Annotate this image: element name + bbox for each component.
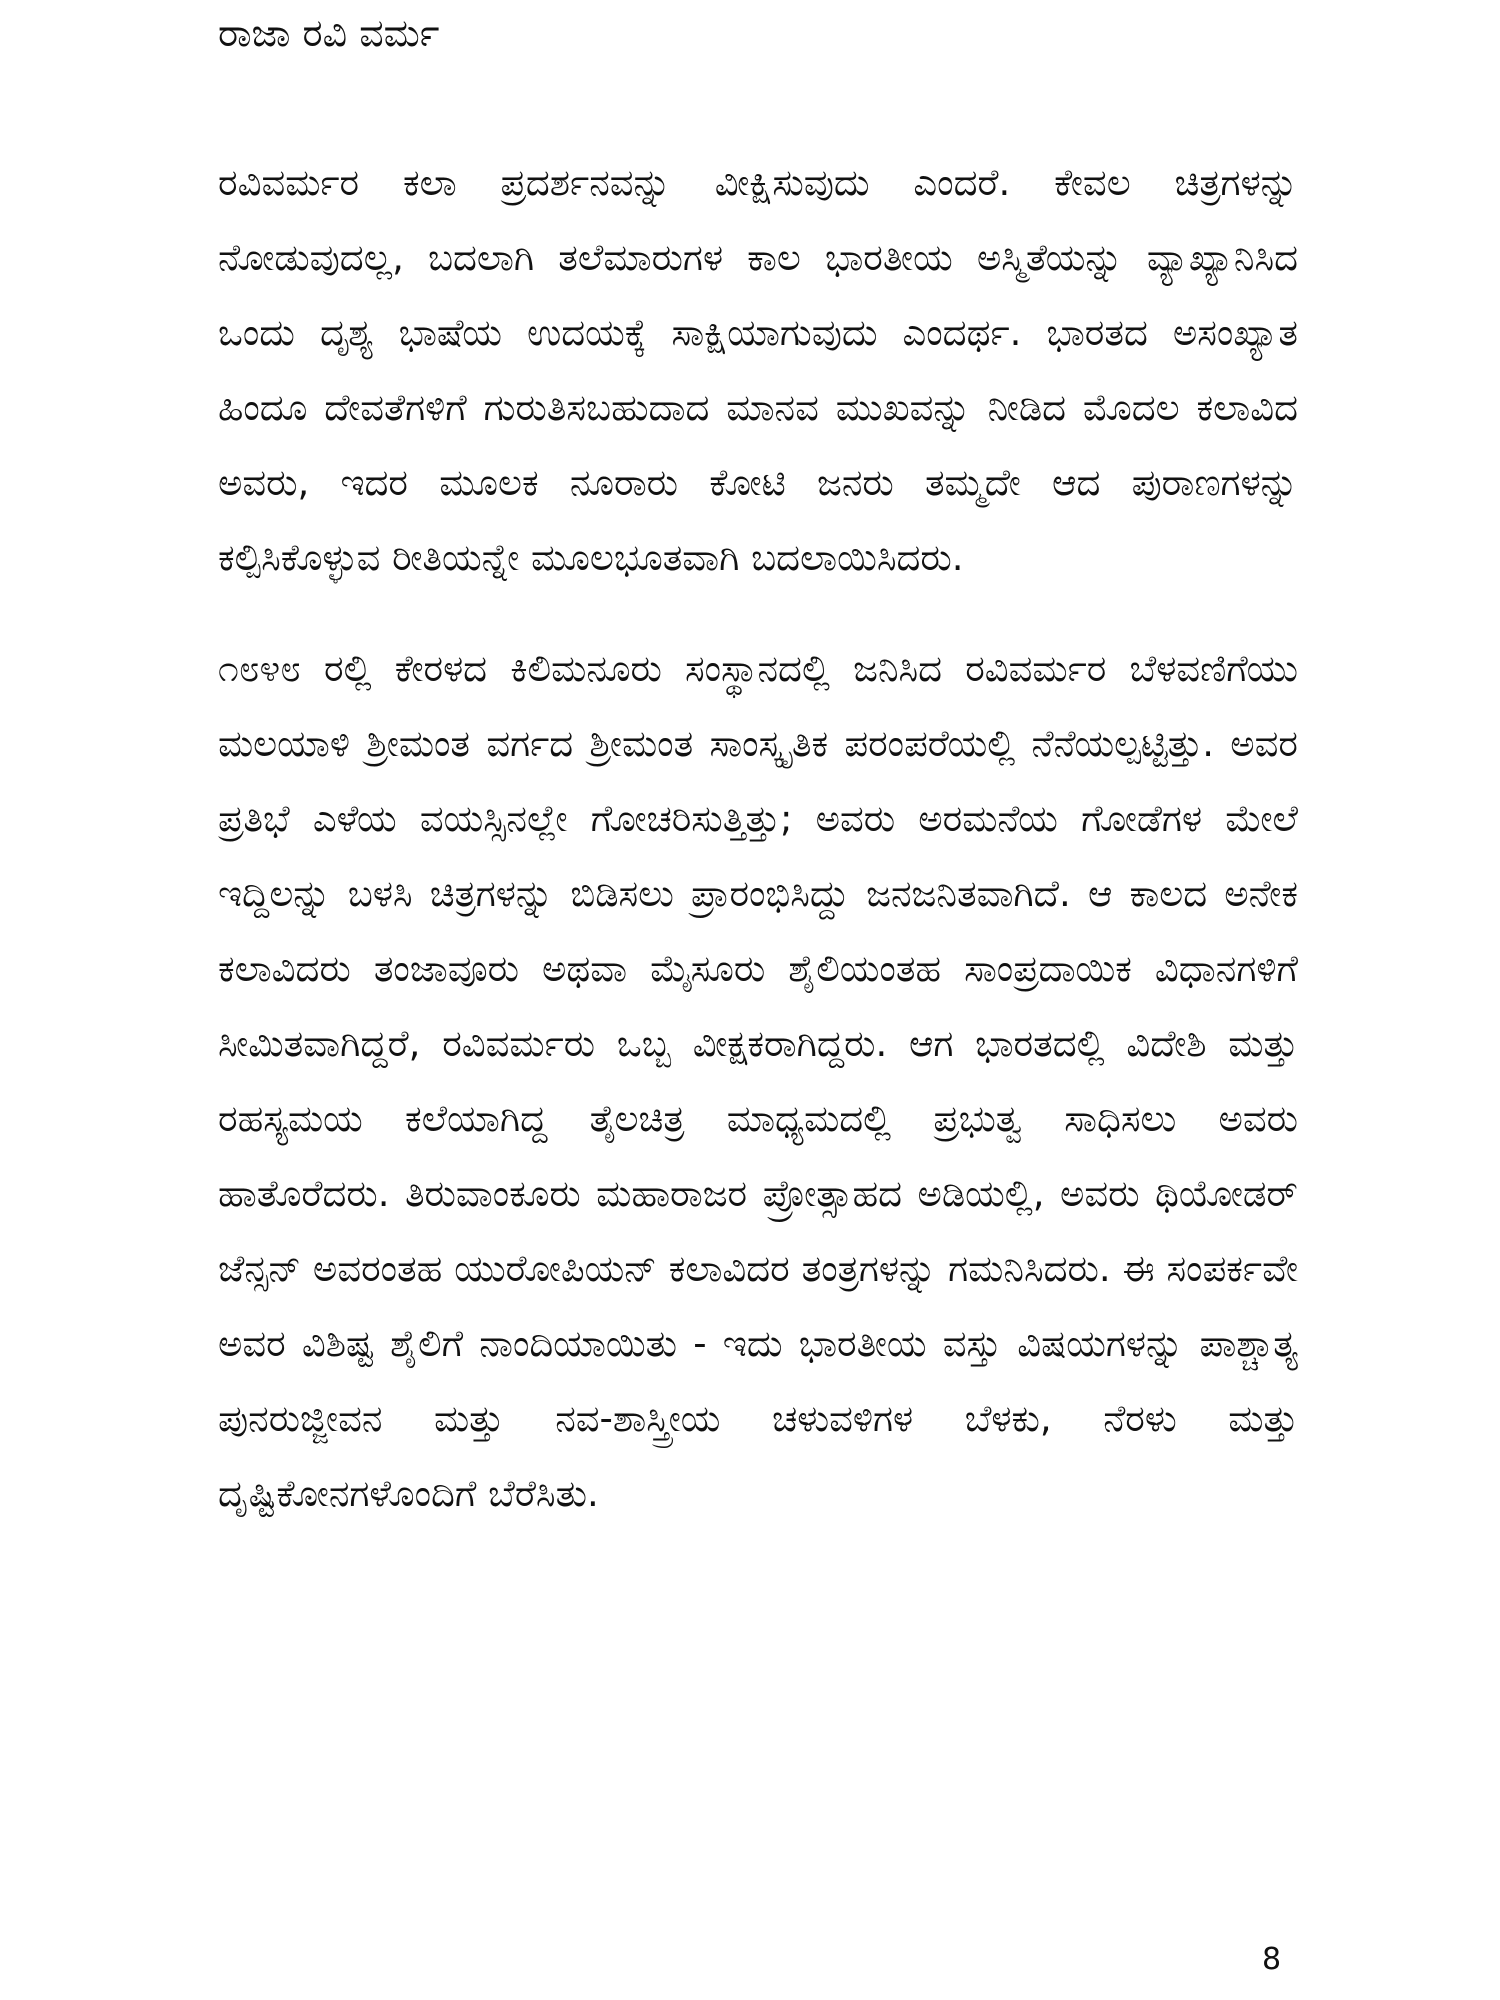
body-text (218, 145, 1298, 1531)
running-header-title: ರಾಜಾ ರವಿ ವರ್ಮ (218, 11, 440, 55)
page-number: 8 (1262, 1942, 1282, 1977)
paragraph-early-life: ೧೮೪೮ ರಲ್ಲಿ ಕೇರಳದ ಕಿಲಿಮನೂರು ಸಂಸ್ಥಾನದಲ್ಲಿ ಜನಿಸಿದ ರವಿವರ್ಮರ ಬೆಳವಣಿಗೆಯು ಮಲಯಾಳಿ ಶ್ರೀಮಂತ ವರ್ಗದ ಶ್ರೀಮಂತ ಸಾಂಸ್ಕೃತಿಕ ಪರಂಪರೆಯಲ್ಲಿ ನೆನೆಯಲ್ಪಟ್ಟಿತ್ತು. ಅವರ ಪ್ರತಿಭೆ ಎಳೆಯ ವಯಸ್ಸಿನಲ್ಲೇ ಗೋಚರಿಸುತ್ತಿತ್ತು; ಅವರು ಅರಮನೆಯ ಗೋಡೆಗಳ ಮೇಲೆ ಇದ್ದಿಲನ್ನು ಬಳಸಿ ಚಿತ್ರಗಳನ್ನು ಬಿಡಿಸಲು ಪ್ರಾರಂಭಿಸಿದ್ದು ಜನಜನಿತವಾಗಿದೆ. ಆ ಕಾಲದ ಅನೇಕ ಕಲಾವಿದರು ತಂಜಾವೂರು ಅಥವಾ ಮೈಸೂರು ಶೈಲಿಯಂತಹ ಸಾಂಪ್ರದಾಯಿಕ ವಿಧಾನಗಳಿಗೆ ಸೀಮಿತವಾಗಿದ್ದರೆ, ರವಿವರ್ಮರು ಒಬ್ಬ ವೀಕ್ಷಕರಾಗಿದ್ದರು. ಆಗ ಭಾರತದಲ್ಲಿ ವಿದೇಶಿ ಮತ್ತು ರಹಸ್ಯಮಯ ಕಲೆಯಾಗಿದ್ದ ತೈಲಚಿತ್ರ ಮಾಧ್ಯಮದಲ್ಲಿ ಪ್ರಭುತ್ವ ಸಾಧಿಸಲು ಅವರು ಹಾತೊರೆದರು. ತಿರುವಾಂಕೂರು ಮಹಾರಾಜರ ಪ್ರೋತ್ಸಾಹದ ಅಡಿಯಲ್ಲಿ, ಅವರು ಥಿಯೋಡರ್ ಜೆನ್ಸನ್ ಅವರಂತಹ ಯುರೋಪಿಯನ್ ಕಲಾವಿದರ ತಂತ್ರಗಳನ್ನು ಗಮನಿಸಿದರು. ಈ ಸಂಪರ್ಕವೇ ಅವರ ವಿಶಿಷ್ಟ ಶೈಲಿಗೆ ನಾಂದಿಯಾಯಿತು - ಇದು ಭಾರತೀಯ ವಸ್ತು ವಿಷಯಗಳನ್ನು ಪಾಶ್ಚಾತ್ಯ ಪುನರುಜ್ಜೀವನ ಮತ್ತು ನವ-ಶಾಸ್ತ್ರೀಯ ಚಳುವಳಿಗಳ ಬೆಳಕು, ನೆರಳು ಮತ್ತು ದೃಷ್ಟಿಕೋನಗಳೊಂದಿಗೆ ಬೆರೆಸಿತು. (218, 647, 1298, 1515)
paragraph-intro: ರವಿವರ್ಮರ ಕಲಾ ಪ್ರದರ್ಶನವನ್ನು ವೀಕ್ಷಿಸುವುದು ಎಂದರೆ. ಕೇವಲ ಚಿತ್ರಗಳನ್ನು ನೋಡುವುದಲ್ಲ, ಬದಲಾಗಿ ತಲೆಮಾರುಗಳ ಕಾಲ ಭಾರತೀಯ ಅಸ್ಮಿತೆಯನ್ನು ವ್ಯಾಖ್ಯಾನಿಸಿದ ಒಂದು ದೃಶ್ಯ ಭಾಷೆಯ ಉದಯಕ್ಕೆ ಸಾಕ್ಷಿಯಾಗುವುದು ಎಂದರ್ಥ. ಭಾರತದ ಅಸಂಖ್ಯಾತ ಹಿಂದೂ ದೇವತೆಗಳಿಗೆ ಗುರುತಿಸಬಹುದಾದ ಮಾನವ ಮುಖವನ್ನು ನೀಡಿದ ಮೊದಲ ಕಲಾವಿದ ಅವರು, ಇದರ ಮೂಲಕ ನೂರಾರು ಕೋಟಿ ಜನರು ತಮ್ಮದೇ ಆದ ಪುರಾಣಗಳನ್ನು ಕಲ್ಪಿಸಿಕೊಳ್ಳುವ ರೀತಿಯನ್ನೇ ಮೂಲಭೂತವಾಗಿ ಬದಲಾಯಿಸಿದರು. (218, 161, 1298, 579)
